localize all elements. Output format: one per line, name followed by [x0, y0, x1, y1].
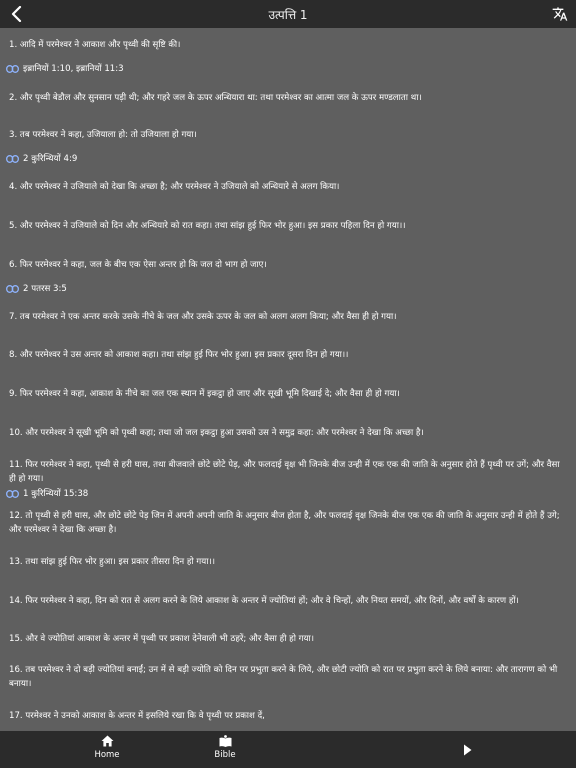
verse-1: 1. आदि में परमेश्वर ने आकाश और पृथ्वी की सृष्टि की।	[9, 40, 181, 50]
play-next-icon	[463, 744, 472, 756]
bottom-nav	[0, 731, 576, 768]
cross-reference[interactable]	[6, 488, 88, 500]
top-bar	[0, 0, 576, 28]
translate-button[interactable]	[550, 4, 570, 24]
link-icon	[6, 155, 19, 163]
verse-9: 9. फिर परमेश्वर ने कहा, आकाश के नीचे का जल एक स्थान में इकट्ठा हो जाए और सूखी भूमि दिखाई दे; और वैसा ही हो गया।	[9, 389, 400, 399]
back-button[interactable]	[6, 3, 28, 25]
verse-10: 10. और परमेश्वर ने सूखी भूमि को पृथ्वी कहा; तथा जो जल इकट्ठा हुआ उसको उस ने समुद्र कहा: और परमेश्वर ने देखा कि अच्छा है।	[9, 428, 424, 438]
verse-4: 4. और परमेश्वर ने उजियाले को देखा कि अच्छा है; और परमेश्वर ने उजियाले को अन्धियारे से अलग किया।	[9, 182, 340, 192]
home-icon	[101, 735, 114, 747]
verse-15: 15. और वे ज्योतियां आकाश के अन्तर में पृथ्वी पर प्रकाश देनेवाली भी ठहरें; और वैसा ही हो गया।	[9, 634, 314, 644]
tab-bible[interactable]	[195, 735, 255, 765]
chevron-left-icon	[10, 6, 24, 22]
page-title: उत्पत्ति 1	[268, 7, 308, 22]
cross-reference-text: इब्रानियों 1:10, इब्रानियों 11:3	[23, 64, 124, 74]
cross-reference-text: 2 कुरिन्थियों 4:9	[23, 154, 78, 164]
cross-reference-text: 1 कुरिन्थियों 15:38	[23, 489, 89, 499]
verse-13: 13. तथा सांझ हुई फिर भोर हुआ। इस प्रकार तीसरा दिन हो गया।।	[9, 557, 215, 567]
tab-home-label: Home	[94, 750, 120, 760]
verse-5: 5. और परमेश्वर ने उजियाले को दिन और अन्धियारे को रात कहा। तथा सांझ हुई फिर भोर हुआ। इस प्रकार पहिला दिन हो गया।।	[9, 221, 406, 231]
cross-reference[interactable]	[6, 63, 124, 75]
verse-11: 11. फिर परमेश्वर ने कहा, पृथ्वी से हरी घास, तथा बीजवाले छोटे छोटे पेड़, और फलदाई वृक्ष भी जिनके बीज उन्ही में एक एक की जाति के अनुसार होते हैं पृथ्वी पर उगें; और वैसा ही हो गया।	[9, 460, 560, 484]
verse-7: 7. तब परमेश्वर ने एक अन्तर करके उसके नीचे के जल और उसके ऊपर के जल को अलग अलग किया; और वैसा ही हो गया।	[9, 312, 397, 322]
verse-14: 14. फिर परमेश्वर ने कहा, दिन को रात से अलग करने के लिये आकाश के अन्तर में ज्योतियां हों; और वे चिन्हों, और नियत समयों, और दिनों, और वर्षों के कारण हों।	[9, 596, 519, 606]
verse-16: 16. तब परमेश्वर ने दो बड़ी ज्योतियां बनाईं; उन में से बड़ी ज्योति को दिन पर प्रभुता करने के लिये, और छोटी ज्योति को रात पर प्रभुता करने के लिये बनाया: और तारागण को भी बनाया।	[9, 665, 558, 689]
chapter-content[interactable]	[0, 28, 576, 731]
tab-bible-label: Bible	[214, 750, 236, 760]
tab-home[interactable]	[77, 735, 137, 765]
verse-6: 6. फिर परमेश्वर ने कहा, जल के बीच एक ऐसा अन्तर हो कि जल दो भाग हो जाए।	[9, 260, 267, 270]
link-icon	[6, 490, 19, 498]
verse-8: 8. और परमेश्वर ने उस अन्तर को आकाश कहा। तथा सांझ हुई फिर भोर हुआ। इस प्रकार दूसरा दिन हो गया।।	[9, 350, 349, 360]
link-icon	[6, 65, 19, 73]
bible-book-icon	[219, 735, 232, 747]
verse-3: 3. तब परमेश्वर ने कहा, उजियाला हो: तो उजियाला हो गया।	[9, 130, 197, 140]
verse-17: 17. परमेश्वर ने उनको आकाश के अन्तर में इसलिये रखा कि वे पृथ्वी पर प्रकाश दें,	[9, 711, 265, 721]
verse-2: 2. और पृथ्वी बेडौल और सुनसान पड़ी थी; और गहरे जल के ऊपर अन्धियारा था: तथा परमेश्वर का आत्मा जल के ऊपर मण्डलाता था।	[9, 93, 422, 103]
cross-reference[interactable]	[6, 283, 67, 295]
next-chapter-button[interactable]	[456, 740, 478, 760]
cross-reference-text: 2 पतरस 3:5	[23, 284, 67, 294]
verse-12: 12. तो पृथ्वी से हरी घास, और छोटे छोटे पेड़ जिन में अपनी अपनी जाति के अनुसार बीज होता है, और फलदाई वृक्ष जिनके बीज एक एक की जाति के अनुसार उन्ही में होते हैं उगे; और परमेश्वर ने देखा कि अच्छा है।	[9, 511, 560, 535]
cross-reference[interactable]	[6, 153, 77, 165]
translate-icon	[552, 6, 568, 22]
link-icon	[6, 285, 19, 293]
